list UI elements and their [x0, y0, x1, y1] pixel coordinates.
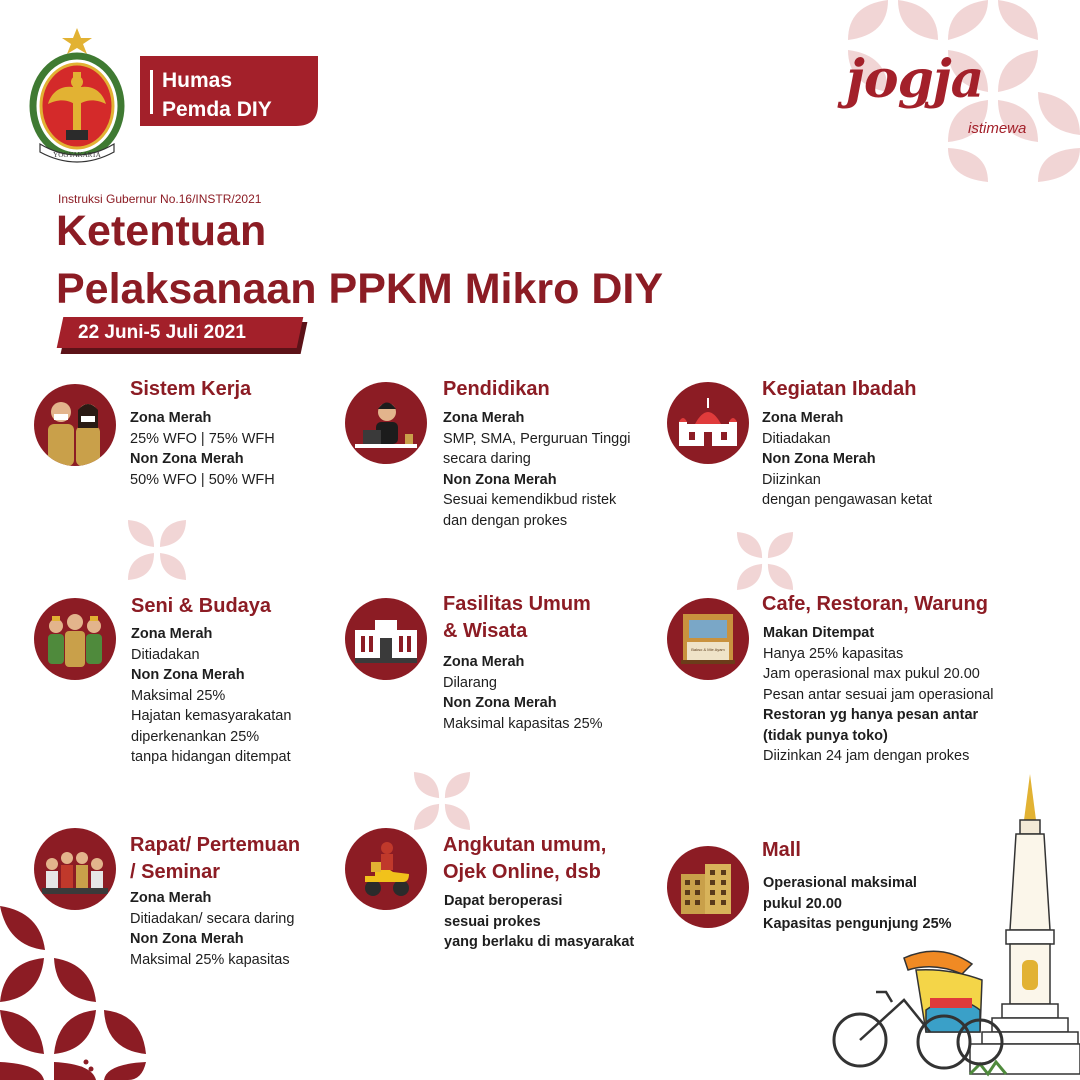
text-line: Hanya 25% kapasitas — [763, 645, 904, 662]
text-line: Dapat beroperasi — [444, 893, 563, 909]
text-line: diperkenankan 25% — [131, 728, 260, 745]
title-line: Fasilitas Umum — [443, 593, 591, 615]
humas-line-1: Humas — [162, 69, 233, 92]
page-title-line-2: Pelaksanaan PPKM Mikro DIY — [56, 265, 663, 313]
text-line: Ditiadakan — [762, 430, 831, 447]
title-line: Rapat/ Pertemuan — [130, 834, 301, 856]
text-line: Sesuai kemendikbud ristek — [443, 492, 617, 508]
text-line: Non Zona Merah — [130, 931, 244, 947]
text-line: Operasional maksimal — [763, 875, 917, 891]
text-line: dengan pengawasan ketat — [762, 492, 933, 508]
mosque-icon — [667, 382, 749, 464]
section-title-ibadah: Kegiatan Ibadah — [762, 378, 917, 400]
text-line: Zona Merah — [131, 626, 213, 642]
section-title-pendidikan: Pendidikan — [443, 378, 550, 400]
text-line: sesuai prokes — [444, 913, 541, 930]
text-line: Non Zona Merah — [762, 451, 876, 467]
text-line: Diizinkan — [762, 471, 821, 488]
dancers-icon — [34, 598, 116, 680]
text-line: Non Zona Merah — [443, 695, 557, 711]
date-range: 22 Juni-5 Juli 2021 — [78, 322, 246, 343]
text-line: Diizinkan 24 jam dengan prokes — [763, 748, 970, 764]
emblem-text: YOGYAKARTA — [53, 151, 101, 159]
text-line: Ditiadakan/ secara daring — [130, 910, 295, 927]
text-line: Non Zona Merah — [130, 451, 244, 467]
section-body-rapat — [130, 888, 294, 970]
petal-decoration-icon — [126, 520, 188, 580]
humas-title — [162, 66, 312, 124]
text-line: Zona Merah — [443, 654, 525, 670]
jogja-logo-subtitle: istimewa — [968, 120, 1027, 137]
section-body-seni — [131, 624, 291, 768]
food-stall-icon — [667, 598, 749, 680]
text-line: Non Zona Merah — [131, 667, 245, 683]
page-title-line-1: Ketentuan — [56, 207, 267, 255]
student-laptop-icon — [345, 382, 427, 464]
section-body-ibadah — [762, 408, 932, 511]
text-line: Ditiadakan — [131, 646, 200, 663]
stall-sign-text: Bakso & Mie Ayam — [691, 647, 725, 652]
section-title-sistem-kerja: Sistem Kerja — [130, 378, 252, 400]
text-line: secara daring — [443, 451, 531, 467]
text-line: Hajatan kemasyarakatan — [131, 708, 292, 724]
text-line: Restoran yg hanya pesan antar — [763, 707, 979, 723]
text-line: 50% WFO | 50% WFH — [130, 471, 275, 488]
text-line: Zona Merah — [130, 410, 212, 426]
office-workers-icon — [34, 384, 116, 466]
text-line: dan dengan prokes — [443, 512, 568, 529]
text-line: Makan Ditempat — [763, 625, 875, 641]
text-line: Dilarang — [443, 674, 497, 691]
section-title-rapat — [130, 832, 300, 886]
text-line: Maksimal 25% kapasitas — [130, 951, 290, 968]
section-title-angkutan — [443, 832, 606, 886]
text-line: SMP, SMA, Perguruan Tinggi — [443, 430, 631, 447]
jogja-logo: jogja — [846, 49, 984, 110]
instruction-reference: Instruksi Gubernur No.16/INSTR/2021 — [58, 192, 262, 206]
section-body-cafe — [763, 623, 994, 767]
section-body-angkutan — [444, 891, 634, 953]
text-line: Jam operasional max pukul 20.00 — [763, 666, 980, 682]
title-line: / Seminar — [130, 861, 221, 883]
text-line: Maksimal 25% — [131, 687, 226, 704]
text-line: Zona Merah — [443, 410, 525, 426]
humas-line-2: Pemda DIY — [162, 98, 272, 121]
section-title-cafe: Cafe, Restoran, Warung — [762, 593, 988, 615]
mall-building-icon — [667, 846, 749, 928]
diy-emblem-icon — [26, 26, 128, 168]
section-body-sistem-kerja — [130, 408, 275, 490]
text-line: Kapasitas pengunjung 25% — [763, 916, 952, 932]
text-line: (tidak punya toko) — [763, 727, 888, 744]
title-line: Ojek Online, dsb — [443, 861, 601, 883]
text-line: Zona Merah — [130, 890, 212, 906]
section-body-fasilitas — [443, 652, 603, 734]
meeting-group-icon — [34, 828, 116, 910]
public-building-icon — [345, 598, 427, 680]
text-line: yang berlaku di masyarakat — [444, 934, 635, 950]
scooter-rider-icon — [345, 828, 427, 910]
text-line: tanpa hidangan ditempat — [131, 749, 291, 765]
petal-decoration-icon — [412, 772, 472, 830]
section-title-fasilitas — [443, 591, 591, 645]
text-line: Non Zona Merah — [443, 471, 557, 488]
section-title-seni: Seni & Budaya — [131, 595, 272, 617]
section-body-pendidikan — [443, 408, 631, 531]
title-line: & Wisata — [443, 620, 528, 642]
text-line: Pesan antar sesuai jam operasional — [763, 686, 994, 703]
tugu-becak-illustration-icon — [830, 770, 1080, 1080]
text-line: Maksimal kapasitas 25% — [443, 715, 603, 732]
title-line: Angkutan umum, — [443, 834, 607, 856]
petal-decoration-icon — [735, 532, 795, 590]
text-line: pukul 20.00 — [763, 895, 842, 912]
text-line: Zona Merah — [762, 410, 844, 426]
section-title-mall: Mall — [762, 839, 801, 861]
text-line: 25% WFO | 75% WFH — [130, 430, 275, 447]
